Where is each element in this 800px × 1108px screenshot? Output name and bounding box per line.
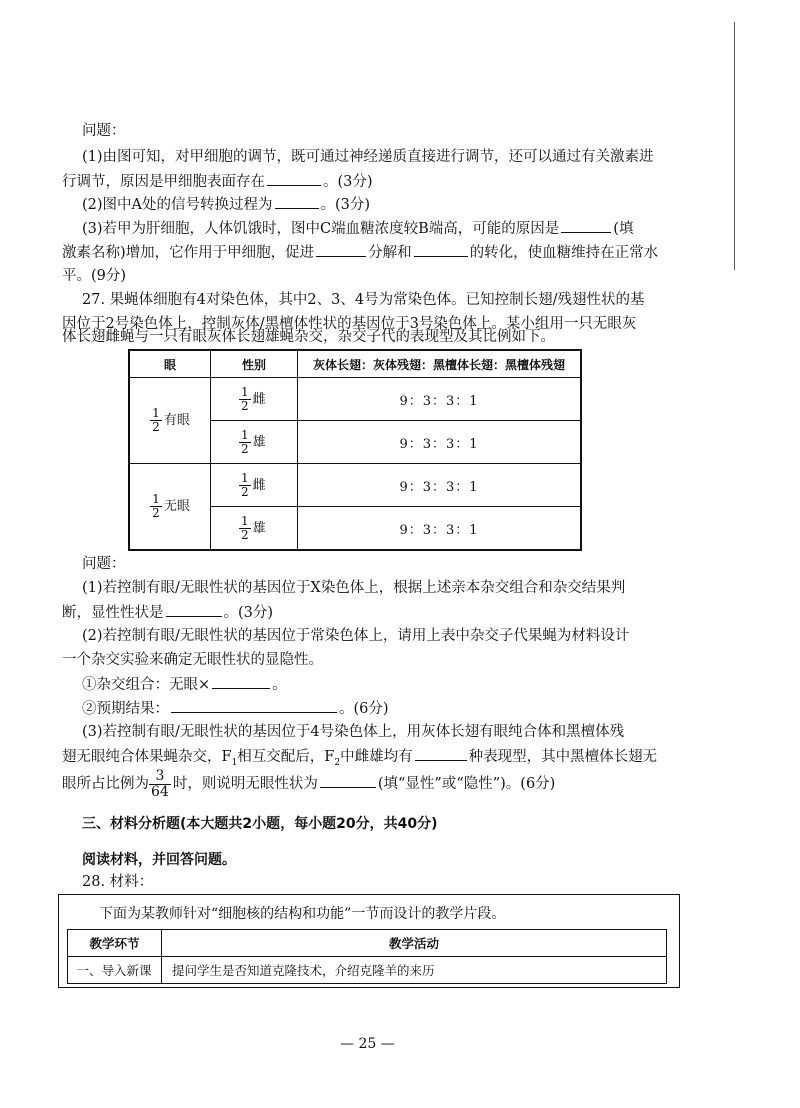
q27-part3-line3 — [62, 767, 555, 801]
table-header-row — [129, 350, 581, 378]
header-teaching-stage: 教学环节 — [68, 930, 162, 957]
q27-part3-line1: (3)若控制有眼/无眼性状的基因位于4号染色体上，用灰体长翅有眼纯合体和黑檀体残 — [82, 724, 625, 740]
answer-blank[interactable] — [316, 242, 366, 257]
q26-part3-text: (3)若甲为肝细胞，人体饥饿时，图中C端血糖浓度较B端高，可能的原因是 — [82, 221, 560, 237]
q26-part1-line2 — [62, 171, 373, 192]
header-teaching-activity: 教学活动 — [162, 930, 667, 957]
offspring-ratio-table — [128, 349, 582, 551]
section-title: 三、材料分析题(本大题共2小题，每小题20分，共40分) — [82, 816, 438, 832]
q28-label: 28. 材料： — [82, 874, 154, 890]
answer-blank[interactable] — [414, 242, 468, 257]
q27-part1-score: 。(3分) — [223, 605, 274, 621]
fraction: $\frac{1}{2}$ — [241, 470, 249, 499]
fraction: $\frac{1}{2}$ — [241, 513, 249, 542]
sex-cell — [211, 464, 298, 507]
q27-part1-line1: (1)若控制有眼/无眼性状的基因位于X染色体上，根据上述亲本杂交组合和杂交结果判 — [82, 580, 626, 596]
sex-cell — [211, 378, 298, 421]
q27-cross-end: 。 — [272, 677, 287, 693]
q26-part2-score: 。(3分) — [320, 197, 371, 213]
sex-cell — [211, 507, 298, 551]
q27-part3-text3: 中雌雄均有 — [340, 749, 413, 765]
q27-part3-text2: 相互交配后，F — [237, 749, 335, 765]
answer-blank[interactable] — [212, 674, 270, 689]
q27-part3-text7: (填“显性”或“隐性”)。(6分) — [377, 776, 556, 792]
q27-result-text: ②预期结果： — [82, 701, 169, 717]
margin-rule — [734, 22, 735, 270]
table-row — [129, 464, 581, 507]
answer-blank[interactable] — [267, 171, 321, 186]
header-sex: 性别 — [211, 350, 298, 378]
answer-blank[interactable] — [320, 773, 376, 788]
header-phenotype-ratio: 灰体长翅：灰体残翅：黑檀体长翅：黑檀体残翅 — [298, 350, 582, 378]
sex-label: 雄 — [252, 434, 266, 450]
q26-part3-line2 — [62, 242, 658, 263]
material-intro: 下面为某教师针对“细胞核的结构和功能”一节而设计的教学片段。 — [99, 906, 506, 922]
reading-instruction: 阅读材料，并回答问题。 — [82, 852, 236, 868]
fraction: $\frac{3}{64}$ — [151, 767, 169, 800]
q27-part2-cross — [82, 674, 287, 695]
q26-part1-score: 。(3分) — [323, 174, 373, 190]
table-row — [129, 378, 581, 421]
sex-label: 雌 — [252, 477, 266, 493]
q27-part1-line2 — [62, 602, 273, 623]
q27-stem-line2: 因位于2号染色体上，控制灰体/黑檀体性状的基因位于3号染色体上。某小组用一只无眼灰 — [62, 316, 637, 332]
q27-stem-line1: 27. 果蝇体细胞有4对染色体，其中2、3、4号为常染色体。已知控制长翅/残翅性状的基 — [82, 292, 645, 308]
sex-cell — [211, 421, 298, 464]
eye-cell-no-eye — [129, 464, 211, 551]
q27-part3-text: 翅无眼纯合体果蝇杂交，F — [62, 749, 232, 765]
q27-part3-text5: 眼所占比例为 — [62, 776, 149, 792]
table-header-row — [68, 930, 667, 957]
subscript: 1 — [231, 757, 238, 768]
q26-part3-line1 — [82, 218, 633, 239]
q27-part3-text6: 时，则说明无眼性状为 — [172, 776, 318, 792]
q26-part3-text4: 分解和 — [368, 245, 412, 261]
material-box — [58, 894, 680, 988]
ratio-cell: 9：3：3：1 — [298, 507, 582, 551]
sex-label: 雌 — [252, 391, 266, 407]
ratio-cell: 9：3：3：1 — [298, 378, 582, 421]
fraction: $\frac{1}{2}$ — [152, 492, 160, 520]
q27-cross-text: ①杂交组合：无眼× — [82, 677, 211, 693]
fraction: $\frac{1}{2}$ — [241, 427, 249, 456]
q27-part2-line2: 一个杂交实验来确定无眼性状的显隐性。 — [62, 652, 323, 668]
answer-blank[interactable] — [415, 746, 467, 761]
q26-part1-line1: (1)由图可知，对甲细胞的调节，既可通过神经递质直接进行调节，还可以通过有关激素进 — [82, 149, 654, 165]
eye-cell-has-eye — [129, 378, 211, 464]
q26-part3-line3: 平。(9分) — [62, 268, 127, 284]
q26-part1-text: 行调节，原因是甲细胞表面存在 — [62, 174, 265, 190]
ratio-cell: 9：3：3：1 — [298, 464, 582, 507]
q27-question-head: 问题： — [82, 556, 126, 572]
q26-part3-text2: (填 — [613, 221, 634, 237]
sex-label: 雄 — [252, 520, 266, 536]
table-row — [68, 957, 667, 984]
answer-blank[interactable] — [171, 698, 337, 713]
q26-part2 — [82, 194, 370, 215]
q27-part2-line1: (2)若控制有眼/无眼性状的基因位于常染色体上，请用上表中杂交子代果蝇为材料设计 — [82, 628, 630, 644]
page-number: — 25 — — [340, 1036, 395, 1052]
fraction: $\frac{1}{2}$ — [241, 384, 249, 413]
q26-part3-text3: 激素名称)增加，它作用于甲细胞，促进 — [62, 245, 315, 261]
answer-blank[interactable] — [561, 218, 611, 233]
ratio-cell: 9：3：3：1 — [298, 421, 582, 464]
q27-part2-result — [82, 698, 389, 719]
q26-question-head: 问题： — [82, 123, 126, 139]
activity-cell: 提问学生是否知道克隆技术，介绍克隆羊的来历 — [162, 957, 667, 984]
eye-label: 有眼 — [163, 413, 190, 428]
header-eye: 眼 — [129, 350, 211, 378]
q27-stem-line3: 体长翅雌蝇与一只有眼灰体长翅雄蝇杂交，杂交子代的表现型及其比例如下。 — [62, 329, 555, 345]
teaching-table — [67, 929, 667, 984]
fraction: $\frac{1}{2}$ — [152, 406, 160, 434]
subscript: 2 — [334, 757, 341, 768]
q27-part3-text4: 种表现型，其中黑檀体长翅无 — [468, 749, 658, 765]
answer-blank[interactable] — [275, 194, 319, 209]
q27-part1-text: 断，显性性状是 — [62, 605, 164, 621]
q27-result-score: 。(6分) — [339, 701, 389, 717]
answer-blank[interactable] — [166, 602, 222, 617]
eye-label: 无眼 — [163, 499, 190, 514]
stage-cell: 一、导入新课 — [68, 957, 162, 984]
q26-part3-text5: 的转化，使血糖维持在正常水 — [469, 245, 659, 261]
q26-part2-text: (2)图中A处的信号转换过程为 — [82, 197, 273, 213]
